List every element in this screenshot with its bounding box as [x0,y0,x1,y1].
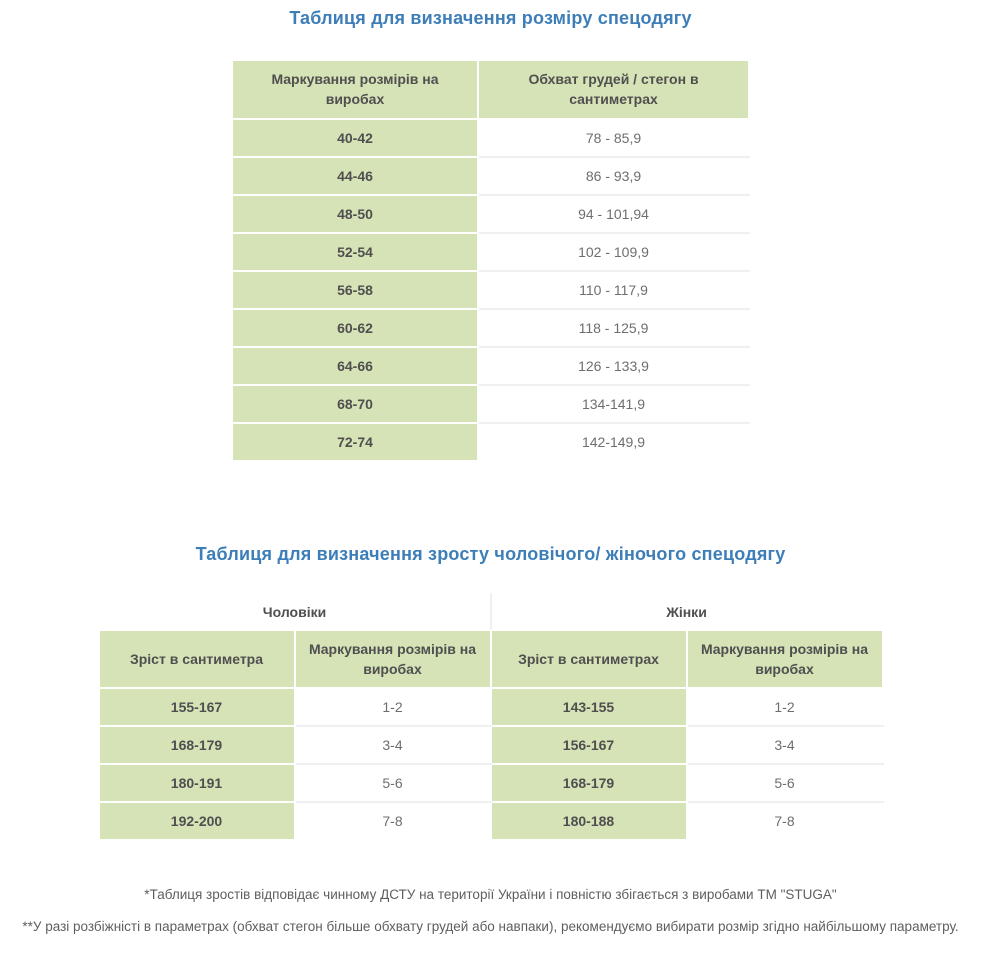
circumference-value-cell: 142-149,9 [478,423,749,461]
size-marking-cell: 56-58 [232,271,478,309]
men-height-header: Зріст в сантиметра [99,630,295,689]
women-height-cell: 156-167 [491,726,687,764]
size-marking-cell: 64-66 [232,347,478,385]
men-height-cell: 155-167 [99,688,295,726]
circumference-value-cell: 102 - 109,9 [478,233,749,271]
size-marking-cell: 60-62 [232,309,478,347]
women-height-cell: 143-155 [491,688,687,726]
circumference-value-cell: 134-141,9 [478,385,749,423]
size-marking-cell: 72-74 [232,423,478,461]
footnote-parameter-recommendation: **У разі розбіжністі в параметрах (обхват стегон більше обхвату грудей або навпаки), рекомендуємо вибирати розмір згідно найбільшому параметру. [22,919,959,935]
chest-hip-circumference-header: Обхват грудей / стегон в сантиметрах [478,60,749,119]
table-row [232,157,749,195]
table-row [99,764,883,802]
table-row [232,233,749,271]
table-row [232,119,749,157]
women-size-marking-cell: 5-6 [687,764,883,802]
size-marking-cell: 68-70 [232,385,478,423]
size-marking-cell: 40-42 [232,119,478,157]
men-size-marking-header: Маркування розмірів на виробах [295,630,491,689]
women-height-cell: 180-188 [491,802,687,840]
men-size-marking-cell: 1-2 [295,688,491,726]
women-size-marking-cell: 3-4 [687,726,883,764]
table-row [232,309,749,347]
women-size-marking-cell: 7-8 [687,802,883,840]
footnote-dstu: *Таблиця зростів відповідає чинному ДСТУ на території України і повністю збігається з виробами ТМ "STUGA" [144,887,837,903]
size-marking-cell: 48-50 [232,195,478,233]
table-row [232,195,749,233]
men-height-cell: 168-179 [99,726,295,764]
table-row [99,688,883,726]
women-height-header: Зріст в сантиметрах [491,630,687,689]
circumference-value-cell: 126 - 133,9 [478,347,749,385]
size-table [231,59,750,462]
table-row [232,271,749,309]
circumference-value-cell: 86 - 93,9 [478,157,749,195]
men-height-cell: 192-200 [99,802,295,840]
table-row [232,423,749,461]
women-height-cell: 168-179 [491,764,687,802]
men-group-header: Чоловіки [99,594,491,630]
size-marking-header: Маркування розмірів на виробах [232,60,478,119]
circumference-value-cell: 110 - 117,9 [478,271,749,309]
women-size-marking-header: Маркування розмірів на виробах [687,630,883,689]
women-size-marking-cell: 1-2 [687,688,883,726]
table-row [99,802,883,840]
circumference-value-cell: 94 - 101,94 [478,195,749,233]
size-table-header-row [232,60,749,119]
men-size-marking-cell: 3-4 [295,726,491,764]
circumference-value-cell: 118 - 125,9 [478,309,749,347]
circumference-value-cell: 78 - 85,9 [478,119,749,157]
table-row [99,726,883,764]
footnotes [0,886,981,964]
women-group-header: Жінки [491,594,883,630]
men-height-cell: 180-191 [99,764,295,802]
men-size-marking-cell: 7-8 [295,802,491,840]
gender-group-header-row [99,594,883,630]
size-marking-cell: 44-46 [232,157,478,195]
table-row [232,347,749,385]
size-table-title: Таблиця для визначення розміру спецодягу [289,8,692,28]
height-table-subheader-row [99,630,883,689]
height-table [98,593,884,842]
men-size-marking-cell: 5-6 [295,764,491,802]
size-marking-cell: 52-54 [232,233,478,271]
height-table-title: Таблиця для визначення зросту чоловічого/ жіночого спецодягу [195,543,786,564]
table-row [232,385,749,423]
